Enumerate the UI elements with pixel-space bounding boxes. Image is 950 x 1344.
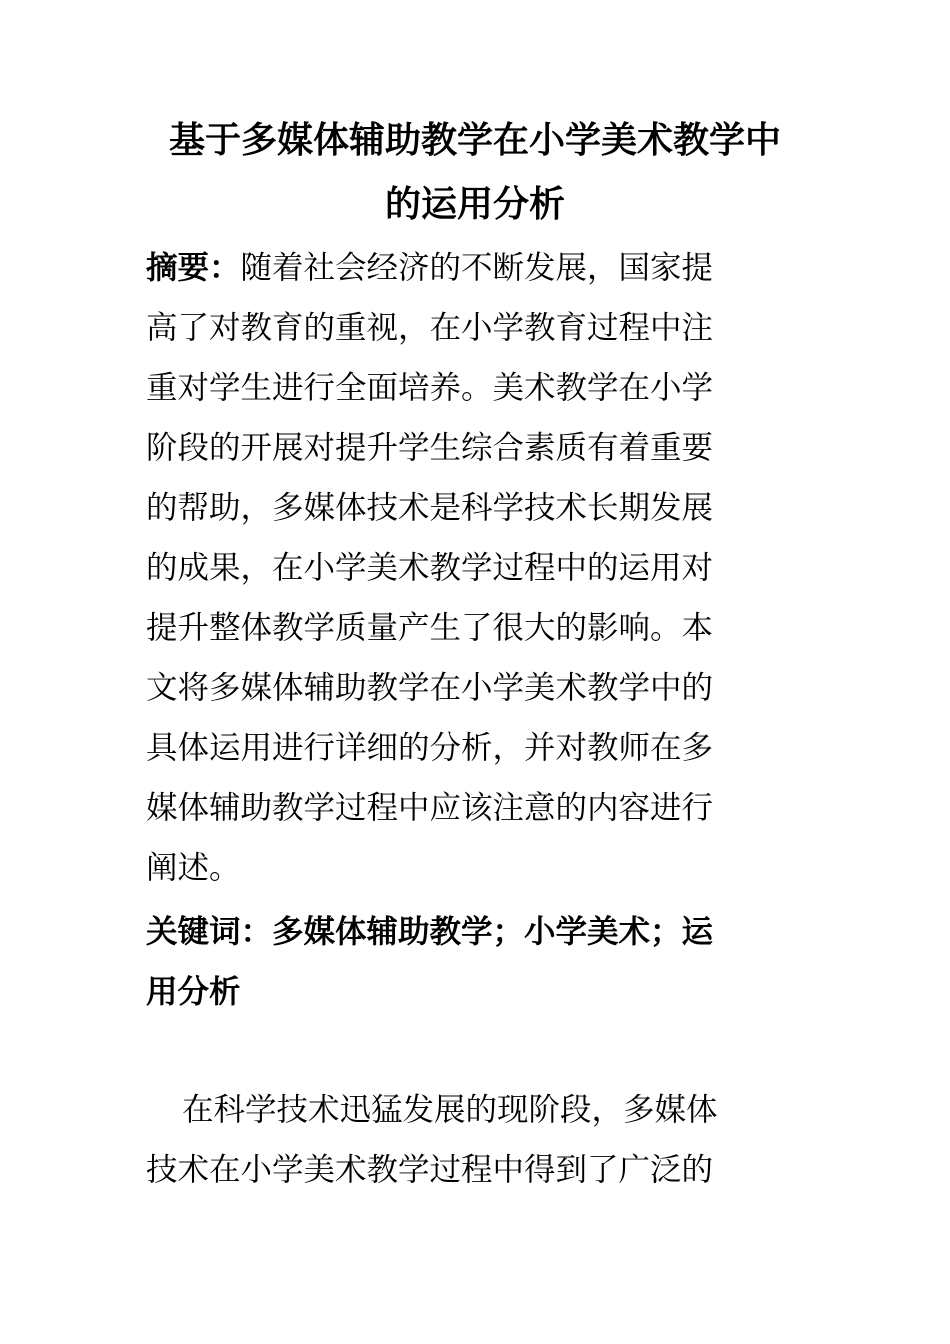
intro-paragraph [146,1080,786,1200]
abstract-line: 阐述。 [146,850,241,886]
abstract-line: 提升整体教学质量产生了很大的影响。本 [146,610,714,646]
abstract-line [146,238,786,298]
title-line-2: 的运用分析 [384,183,565,225]
abstract-line: 文将多媒体辅助教学在小学美术教学中的 [146,670,714,706]
abstract-section [146,238,786,898]
abstract-line: 的帮助，多媒体技术是科学技术长期发展 [146,490,714,526]
abstract-text: 随着社会经济的不断发展，国家提 [240,250,714,286]
abstract-label: 摘要： [146,249,241,286]
keywords-section [146,902,786,1022]
keywords-line: 用分析 [146,973,241,1010]
abstract-line: 媒体辅助教学过程中应该注意的内容进行 [146,790,714,826]
abstract-line: 重对学生进行全面培养。美术教学在小学 [146,370,714,406]
abstract-line: 的成果，在小学美术教学过程中的运用对 [146,550,714,586]
abstract-line: 阶段的开展对提升学生综合素质有着重要 [146,430,714,466]
abstract-line: 具体运用进行详细的分析，并对教师在多 [146,730,714,766]
intro-line: 在科学技术迅猛发展的现阶段，多媒体 [182,1092,718,1128]
title-line-1: 基于多媒体辅助教学在小学美术教学中 [168,119,781,161]
keywords-line: 关键词：多媒体辅助教学；小学美术；运 [146,913,714,950]
intro-line: 技术在小学美术教学过程中得到了广泛的 [146,1152,714,1188]
abstract-line: 高了对教育的重视，在小学教育过程中注 [146,310,714,346]
